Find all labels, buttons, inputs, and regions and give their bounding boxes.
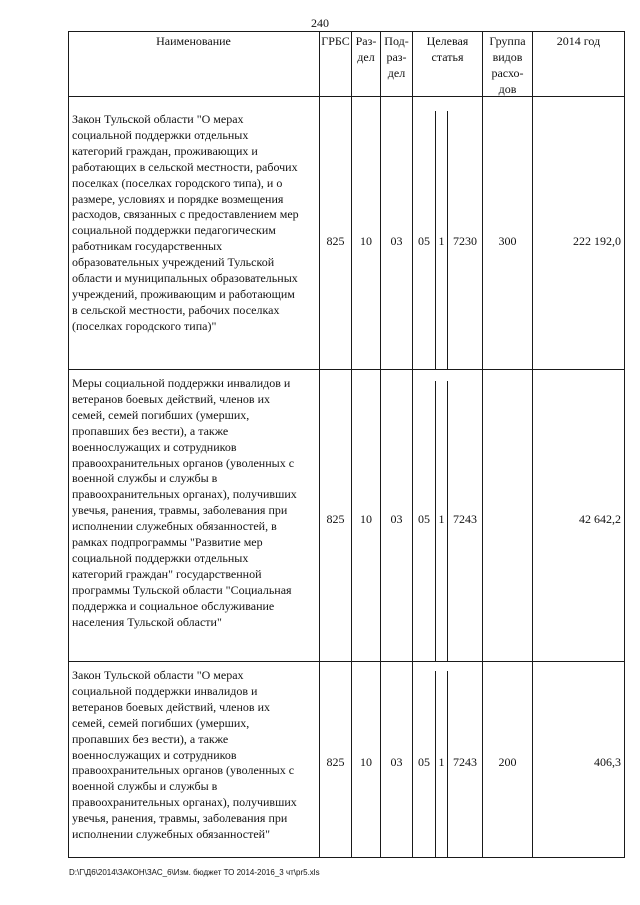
row-1-grbs: 825 — [326, 234, 345, 248]
budget-table — [68, 31, 625, 858]
row-separator — [68, 369, 625, 370]
row-1-expense-group: 300 — [498, 234, 517, 248]
column-border — [532, 31, 533, 858]
row-1-item-code: 7230 — [453, 234, 477, 248]
row-1-razdel: 10 — [360, 234, 372, 248]
row-3-podrazdel: 03 — [390, 755, 403, 769]
file-path-footer: D:\Г\Д6\2014\ЗАКОН\ЗАС_6\Изм. бюджет ТО 2014-2016_3 чт\pr5.xls — [69, 868, 320, 877]
header-name: Наименование — [156, 34, 231, 48]
row-3-item-code: 7243 — [453, 755, 477, 769]
header-bottom-border — [68, 96, 625, 97]
row-3-subprogram-code: 1 — [438, 755, 445, 769]
row-1-amount: 222 192,0 — [573, 234, 621, 248]
column-border — [351, 31, 352, 858]
header-podrazdel: Под- раз- дел — [384, 34, 409, 80]
row-3-razdel: 10 — [360, 755, 372, 769]
column-border — [380, 31, 381, 858]
row-1-program-code: 05 — [418, 234, 430, 248]
column-border — [624, 31, 625, 858]
row-2-subprogram-code: 1 — [438, 512, 445, 526]
header-celevaya-statya: Целевая статья — [426, 34, 469, 64]
row-1-subprogram-code: 1 — [438, 234, 445, 248]
row-2-amount: 42 642,2 — [579, 512, 621, 526]
row-separator — [68, 661, 625, 662]
row-3-program-code: 05 — [418, 755, 430, 769]
column-border — [482, 31, 483, 858]
row-1-podrazdel: 03 — [390, 234, 403, 248]
row-2-razdel: 10 — [360, 512, 372, 526]
row-2-item-code: 7243 — [453, 512, 477, 526]
row-3-amount: 406,3 — [594, 755, 621, 769]
page-number: 240 — [311, 16, 329, 30]
row-2-program-code: 05 — [418, 512, 430, 526]
row-3-grbs: 825 — [326, 755, 345, 769]
header-grbs: ГРБС — [321, 34, 350, 48]
column-border — [319, 31, 320, 858]
header-razdel: Раз- дел — [355, 34, 377, 64]
row-1-name: Закон Тульской области "О мерах социальной поддержки отдельных категорий граждан, проживающих и работающих в сельской местности, рабочих поселках (поселках городского типа), и о размере, условиях и порядке возмещения расходов, связанных с предоставлением мер социальной поддержки педагогическим работникам государственных образовательных учреждений Тульской области и муниципальных образовательных учреждений, проживающим и работающим в сельской местности, рабочих поселках (поселках городского типа)" — [72, 112, 299, 333]
column-border — [412, 31, 413, 858]
row-3-name: Закон Тульской области "О мерах социальной поддержки инвалидов и ветеранов боевых действий, членов их семей, семей погибших (умерших, пропавших без вести), а также военнослужащих и сотрудников правоохранительных органов (уволенных с военной службы и службы в правоохранительных органах), получивших увечья, ранения, травмы, заболевания при исполнении служебных обязанностей" — [72, 668, 297, 842]
row-2-podrazdel: 03 — [390, 512, 403, 526]
row-2-grbs: 825 — [326, 512, 345, 526]
row-3-expense-group: 200 — [498, 755, 517, 769]
header-gruppa-vidov-rashodov: Группа видов расхо- дов — [489, 34, 526, 96]
header-2014: 2014 год — [556, 34, 601, 48]
table-bottom-border — [68, 857, 625, 858]
table-top-border — [68, 31, 625, 32]
row-2-name: Меры социальной поддержки инвалидов и ветеранов боевых действий, членов их семей, семей погибших (умерших, пропавших без вести), а также военнослужащих и сотрудников правоохранительных органов (уволенных с военной службы и службы в правоохранительных органах), получивших увечья, ранения, травмы, заболевания при исполнении служебных обязанностей, в рамках подпрограммы "Развитие мер социальной поддержки отдельных категорий граждан" государственной программы Тульской области "Социальная поддержка и социальное обслуживание населения Тульской области" — [72, 376, 297, 629]
